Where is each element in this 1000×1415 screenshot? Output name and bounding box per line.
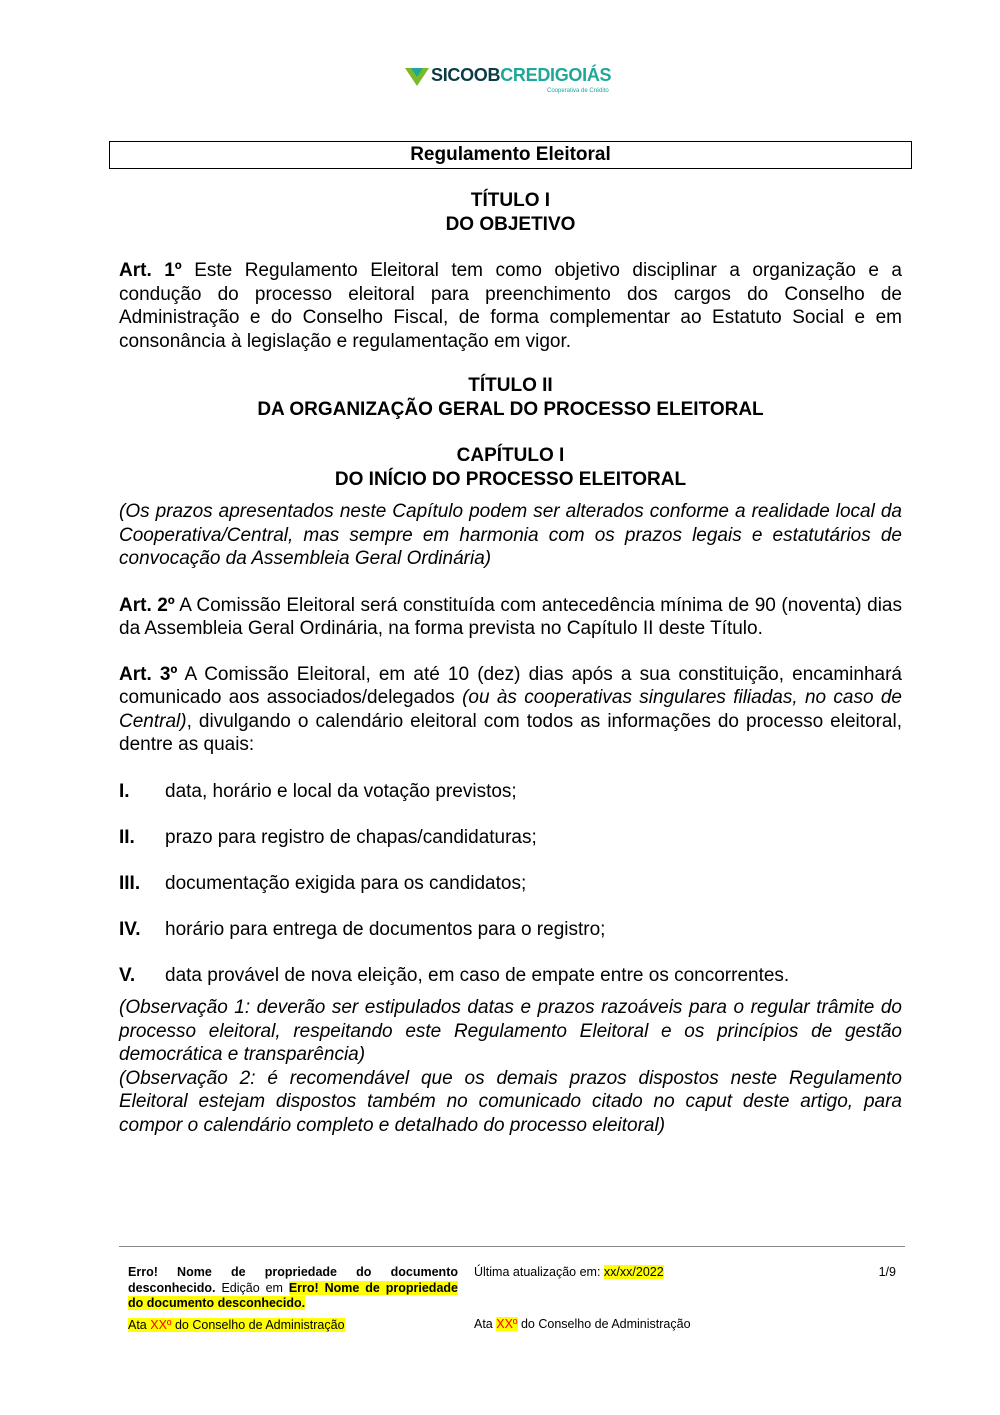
footer-divider [119, 1246, 905, 1247]
article-2 [119, 594, 902, 641]
item-number: II. [119, 826, 135, 848]
item-text: documentação exigida para os candidatos; [165, 872, 527, 894]
footer-left-column [128, 1265, 458, 1333]
note-prazos: (Os prazos apresentados neste Capítulo podem ser alterados conforme a realidade local da Cooperativa/Central, mas sempre em harmonia com os prazos legais e estatutários de convocação da Assembleia Geral Ordinária) [119, 501, 902, 569]
article-label: Art. 3º [119, 663, 178, 685]
item-text: horário para entrega de documentos para o registro; [165, 919, 606, 940]
updated-value: xx/xx/2022 [603, 1265, 664, 1279]
logo-brand-b: CREDIGOIÁS [500, 65, 612, 85]
ata-number: XXº [150, 1317, 172, 1332]
document-title: Regulamento Eleitoral [109, 141, 912, 169]
heading-line: TÍTULO I [470, 190, 551, 211]
article-text: Este Regulamento Eleitoral tem como objetivo disciplinar a organização e a condução do processo eleitoral para preenchimento dos cargos do Conselho de Administração e do Conselho Fiscal, de forma complementar ao Estatuto Social e em consonância à legislação e regulamentação em vigor. [119, 260, 902, 352]
article-italic: (ou às cooperativas singulares filiadas, no caso de Central) [119, 687, 902, 732]
footer-error-1: Erro! Nome de propriedade do documento desconhecido. [128, 1265, 458, 1295]
item-text: prazo para registro de chapas/candidaturas; [165, 826, 537, 848]
heading-line: TÍTULO II [468, 375, 553, 396]
titulo-2 [119, 374, 902, 421]
footer-ata-left [128, 1318, 458, 1334]
heading-line: CAPÍTULO I [456, 445, 565, 466]
heading-line: DO INÍCIO DO PROCESSO ELEITORAL [334, 468, 687, 490]
article-text: A Comissão Eleitoral, em até 10 (dez) dias após a sua constituição, encaminhará comunicado aos associados/delegados [119, 663, 902, 708]
updated-label: Última atualização em: [474, 1265, 604, 1279]
article-text: , divulgando o calendário eleitoral com todos as informações do processo eleitoral, dentre as quais: [119, 710, 902, 755]
observation-2: (Observação 2: é recomendável que os demais prazos dispostos neste Regulamento Eleitoral estejam dispostos também no comunicado citado no caput deste artigo, para compor o calendário completo e detalhado do processo eleitoral) [119, 1067, 902, 1136]
footer-ata-right [474, 1317, 691, 1333]
logo-subtitle: Cooperativa de Crédito [547, 88, 609, 94]
item-number: III. [119, 872, 141, 894]
ata-text: do Conselho de Administração [517, 1317, 691, 1331]
list-item [119, 964, 902, 988]
ata-text: Ata [474, 1317, 497, 1331]
heading-line: DA ORGANIZAÇÃO GERAL DO PROCESSO ELEITORAL [257, 398, 764, 420]
logo-mark-icon [405, 68, 429, 88]
item-number: I. [119, 780, 130, 802]
ata-number: XXº [496, 1317, 518, 1331]
item-number: V. [119, 965, 136, 986]
footer-document-info [128, 1265, 458, 1312]
list-item [119, 918, 902, 942]
item-text: data, horário e local da votação previstos; [165, 780, 517, 802]
titulo-1 [119, 189, 902, 236]
page-number: 1/9 [878, 1265, 896, 1279]
footer-error-2: Erro! Nome de propriedade do documento desconhecido. [128, 1280, 458, 1310]
observation-1: (Observação 1: deverão ser estipulados datas e prazos razoáveis para o regular trâmite do processo eleitoral, respeitando este Regulamento Eleitoral e os princípios de gestão democrática e transparência) [119, 997, 902, 1065]
document-body [109, 141, 912, 1137]
list-item [119, 872, 902, 896]
ata-text: Ata [128, 1317, 151, 1332]
ata-text: do Conselho de Administração [171, 1317, 345, 1332]
item-number: IV. [119, 919, 141, 940]
list-item [119, 780, 902, 804]
logo-brand-a: SICOOB [431, 65, 501, 85]
item-text: data provável de nova eleição, em caso de empate entre os concorrentes. [165, 965, 790, 986]
logo [405, 66, 635, 100]
article-label: Art. 2º [119, 594, 175, 616]
capitulo-1 [119, 444, 902, 491]
article-text: A Comissão Eleitoral será constituída com antecedência mínima de 90 (noventa) dias da Assembleia Geral Ordinária, na forma prevista no Capítulo II deste Título. [119, 594, 903, 639]
article-label: Art. 1º [119, 260, 182, 281]
article-3 [119, 663, 902, 757]
list-item [119, 826, 902, 850]
footer-edition-label: Edição em [215, 1280, 289, 1295]
footer-updated [474, 1265, 664, 1281]
article-1 [119, 259, 902, 353]
heading-line: DO OBJETIVO [445, 213, 576, 235]
